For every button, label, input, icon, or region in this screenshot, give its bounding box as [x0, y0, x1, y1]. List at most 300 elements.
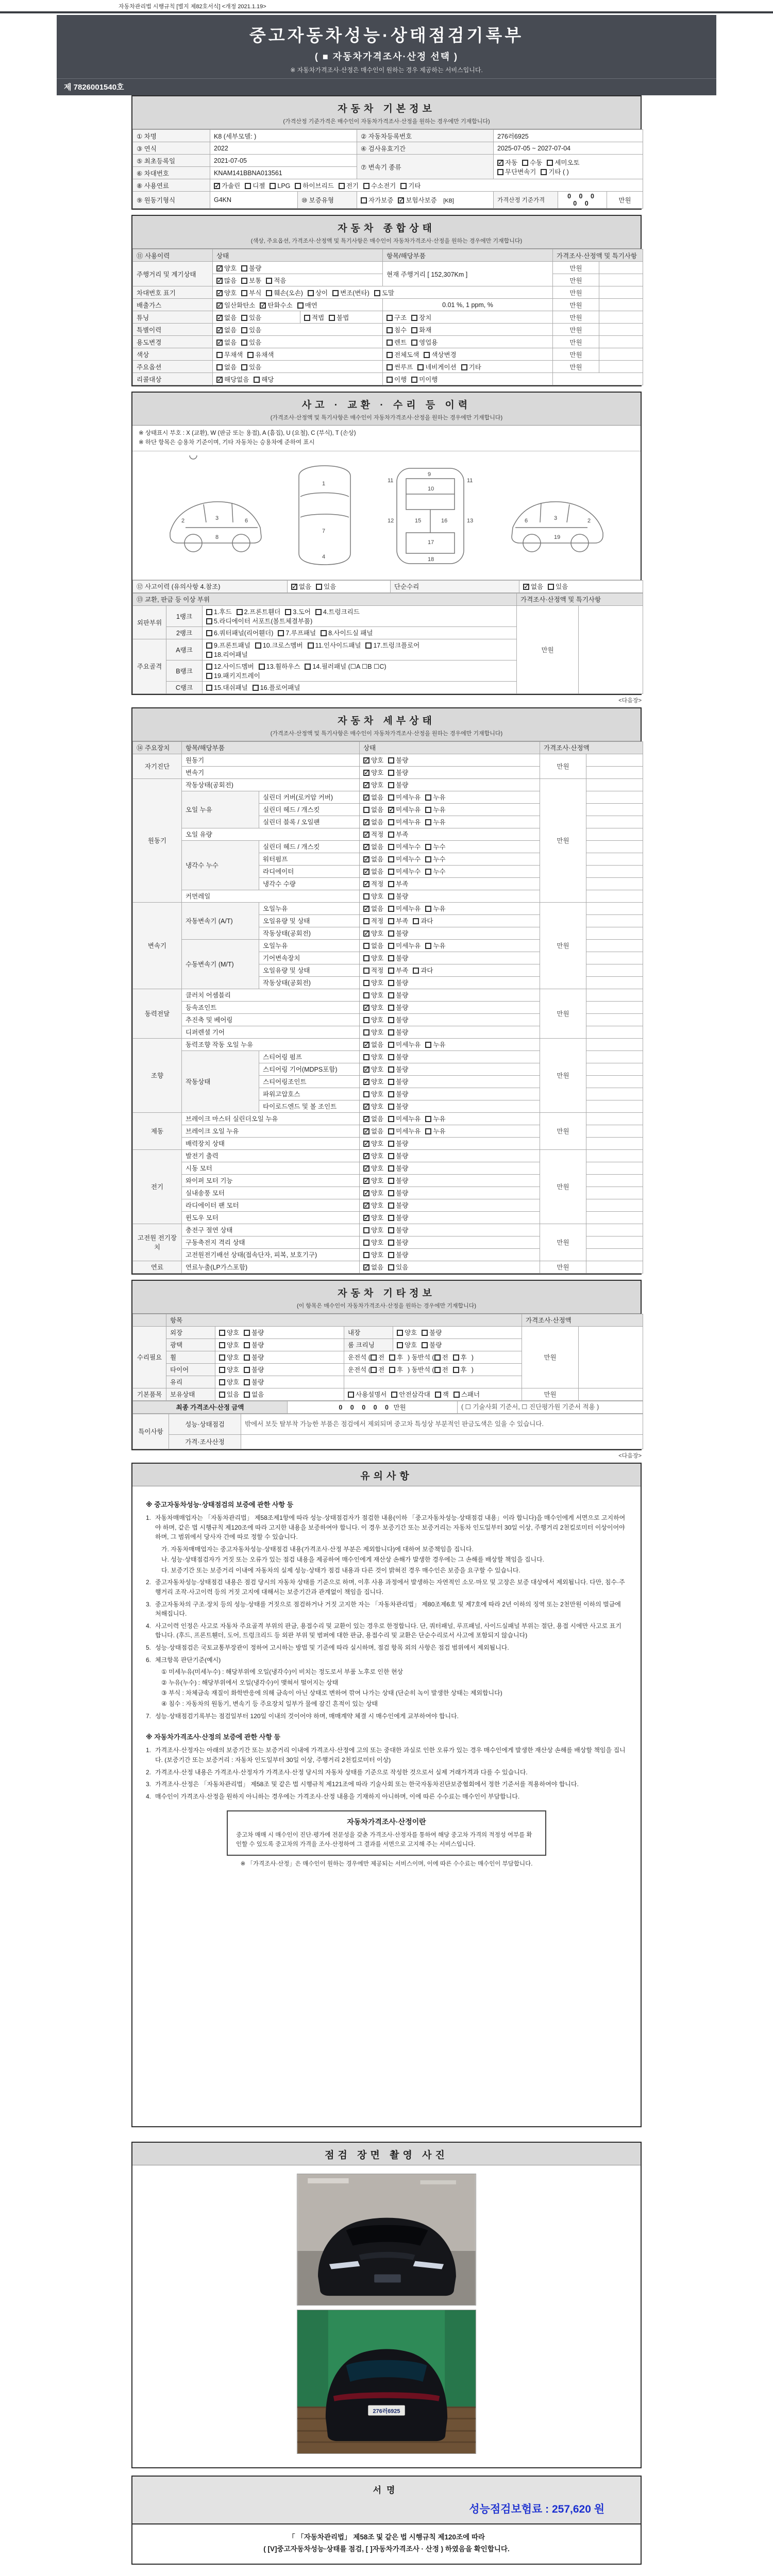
checkbox-option[interactable] — [388, 1213, 408, 1222]
checkbox[interactable] — [363, 1079, 369, 1085]
checkbox[interactable] — [363, 794, 369, 801]
checkbox[interactable] — [363, 1215, 369, 1221]
checkbox[interactable] — [388, 1202, 394, 1209]
checkbox-option[interactable] — [425, 1040, 445, 1049]
checkbox[interactable] — [461, 364, 467, 370]
checkbox[interactable] — [305, 664, 311, 670]
checkbox-option[interactable] — [435, 1389, 449, 1399]
checkbox-group[interactable] — [434, 1354, 472, 1361]
checkbox-group[interactable] — [206, 640, 513, 650]
checkbox-option[interactable] — [425, 817, 445, 826]
checkbox[interactable] — [388, 757, 394, 764]
checkbox[interactable] — [363, 968, 369, 974]
checkbox[interactable] — [388, 844, 394, 850]
checkbox-group[interactable] — [360, 1224, 540, 1236]
checkbox-option[interactable] — [241, 325, 261, 334]
checkbox-option[interactable] — [363, 891, 383, 901]
checkbox-option[interactable] — [388, 1163, 408, 1173]
checkbox-option[interactable] — [241, 362, 261, 371]
checkbox[interactable] — [253, 685, 259, 691]
checkbox-option[interactable] — [219, 1365, 239, 1374]
checkbox-group[interactable] — [213, 348, 383, 361]
checkbox[interactable] — [363, 955, 369, 961]
checkbox-option[interactable] — [363, 1114, 383, 1123]
checkbox[interactable] — [389, 1354, 395, 1361]
checkbox[interactable] — [363, 1128, 369, 1134]
checkbox[interactable] — [371, 1354, 377, 1361]
checkbox-option[interactable] — [363, 854, 383, 863]
checkbox-group[interactable] — [203, 626, 517, 639]
checkbox[interactable] — [216, 364, 223, 370]
checkbox-option[interactable] — [374, 288, 394, 297]
checkbox-option[interactable] — [297, 300, 317, 310]
checkbox-option[interactable] — [386, 325, 407, 334]
checkbox[interactable] — [363, 1240, 369, 1246]
checkbox[interactable] — [241, 315, 247, 321]
checkbox-option[interactable] — [361, 195, 393, 205]
checkbox[interactable] — [216, 290, 223, 296]
checkbox-option[interactable] — [371, 1352, 384, 1362]
checkbox-option[interactable] — [425, 904, 445, 913]
checkbox-option[interactable] — [541, 167, 568, 176]
checkbox[interactable] — [363, 1042, 369, 1048]
checkbox[interactable] — [425, 1042, 431, 1048]
checkbox-option[interactable] — [278, 628, 316, 637]
checkbox[interactable] — [266, 278, 272, 284]
checkbox[interactable] — [388, 930, 394, 937]
checkbox[interactable] — [363, 183, 369, 189]
checkbox[interactable] — [206, 685, 212, 691]
checkbox-group[interactable] — [206, 607, 513, 616]
checkbox[interactable] — [434, 1354, 441, 1361]
checkbox-group[interactable] — [383, 348, 553, 361]
checkbox[interactable] — [363, 881, 369, 887]
checkbox-group[interactable] — [360, 1149, 540, 1162]
checkbox[interactable] — [388, 1240, 394, 1246]
checkbox-group[interactable] — [213, 262, 383, 274]
checkbox[interactable] — [363, 1202, 369, 1209]
checkbox-group[interactable] — [215, 1376, 344, 1388]
checkbox[interactable] — [397, 1330, 403, 1336]
checkbox-option[interactable] — [206, 650, 248, 659]
checkbox[interactable] — [363, 869, 369, 875]
checkbox[interactable] — [453, 1392, 460, 1398]
checkbox[interactable] — [388, 1116, 394, 1122]
checkbox[interactable] — [363, 1264, 369, 1270]
checkbox[interactable] — [278, 630, 284, 636]
checkbox[interactable] — [206, 642, 212, 649]
checkbox[interactable] — [241, 290, 247, 296]
checkbox[interactable] — [363, 807, 369, 813]
checkbox-option[interactable] — [363, 1262, 383, 1272]
checkbox[interactable] — [389, 1367, 395, 1373]
checkbox[interactable] — [244, 1330, 250, 1336]
checkbox-group[interactable] — [360, 1162, 540, 1174]
checkbox-option[interactable] — [270, 182, 290, 190]
checkbox-option[interactable] — [363, 1101, 383, 1111]
checkbox[interactable] — [363, 1066, 369, 1073]
checkbox-group[interactable] — [213, 336, 383, 348]
checkbox-option[interactable] — [388, 1151, 408, 1160]
checkbox[interactable] — [304, 315, 310, 321]
checkbox[interactable] — [206, 652, 212, 658]
checkbox-option[interactable] — [363, 1188, 383, 1197]
checkbox[interactable] — [214, 183, 220, 189]
checkbox-option[interactable] — [547, 158, 579, 167]
checkbox-option[interactable] — [388, 1200, 408, 1210]
checkbox[interactable] — [374, 290, 380, 296]
checkbox-option[interactable] — [363, 1015, 383, 1024]
checkbox-option[interactable] — [363, 953, 383, 962]
checkbox-group[interactable] — [360, 1187, 540, 1199]
checkbox-option[interactable] — [413, 916, 433, 925]
checkbox[interactable] — [255, 642, 261, 649]
checkbox-option[interactable] — [321, 628, 373, 637]
checkbox-option[interactable] — [388, 1114, 421, 1123]
checkbox-option[interactable] — [219, 1389, 239, 1399]
checkbox[interactable] — [497, 160, 503, 166]
checkbox[interactable] — [316, 584, 322, 590]
checkbox[interactable] — [397, 1342, 403, 1348]
checkbox[interactable] — [363, 1054, 369, 1060]
checkbox-option[interactable] — [388, 1250, 408, 1259]
checkbox-group[interactable] — [360, 877, 540, 890]
checkbox[interactable] — [206, 618, 212, 624]
checkbox[interactable] — [388, 1252, 394, 1258]
checkbox-group[interactable] — [383, 311, 553, 324]
checkbox-option[interactable] — [388, 1003, 408, 1012]
checkbox[interactable] — [219, 1354, 225, 1361]
checkbox-group[interactable] — [361, 197, 442, 204]
checkbox[interactable] — [388, 1264, 394, 1270]
checkbox-group[interactable] — [360, 840, 540, 853]
checkbox-option[interactable] — [388, 1040, 421, 1049]
checkbox-option[interactable] — [259, 662, 300, 671]
checkbox-option[interactable] — [434, 1352, 448, 1362]
checkbox-option[interactable] — [388, 1052, 408, 1061]
checkbox-option[interactable] — [363, 181, 396, 190]
checkbox[interactable] — [260, 302, 266, 309]
checkbox-group[interactable] — [206, 616, 513, 625]
checkbox-option[interactable] — [363, 916, 383, 925]
checkbox[interactable] — [388, 770, 394, 776]
checkbox[interactable] — [206, 609, 212, 615]
checkbox[interactable] — [388, 1005, 394, 1011]
checkbox[interactable] — [411, 315, 417, 321]
checkbox[interactable] — [361, 197, 367, 204]
checkbox-option[interactable] — [388, 805, 421, 814]
checkbox[interactable] — [216, 265, 223, 272]
checkbox-group[interactable] — [497, 158, 639, 167]
checkbox[interactable] — [425, 906, 431, 912]
checkbox-option[interactable] — [363, 1250, 383, 1259]
checkbox-option[interactable] — [388, 941, 421, 950]
checkbox-option[interactable] — [411, 375, 438, 384]
checkbox-option[interactable] — [434, 1365, 448, 1374]
checkbox[interactable] — [237, 609, 243, 615]
checkbox-option[interactable] — [398, 195, 436, 205]
checkbox-group[interactable] — [360, 1112, 540, 1125]
checkbox[interactable] — [363, 1153, 369, 1159]
checkbox-option[interactable] — [388, 1262, 408, 1272]
checkbox-option[interactable] — [388, 965, 408, 975]
checkbox[interactable] — [270, 183, 276, 189]
checkbox-option[interactable] — [206, 607, 232, 616]
checkbox[interactable] — [388, 794, 394, 801]
checkbox-group[interactable] — [360, 816, 540, 828]
checkbox[interactable] — [363, 893, 369, 900]
checkbox[interactable] — [244, 1342, 250, 1348]
checkbox-option[interactable] — [266, 288, 303, 297]
checkbox[interactable] — [308, 642, 314, 649]
checkbox-option[interactable] — [241, 288, 261, 297]
checkbox-option[interactable] — [388, 768, 408, 777]
checkbox-option[interactable] — [400, 181, 421, 190]
checkbox-option[interactable] — [254, 375, 274, 384]
checkbox[interactable] — [388, 1153, 394, 1159]
checkbox-option[interactable] — [391, 1389, 430, 1399]
checkbox[interactable] — [244, 1379, 250, 1385]
checkbox-group[interactable] — [206, 650, 513, 659]
checkbox-group[interactable] — [383, 361, 553, 373]
checkbox[interactable] — [386, 315, 393, 321]
checkbox[interactable] — [388, 1190, 394, 1196]
checkbox-group[interactable] — [519, 580, 643, 592]
checkbox[interactable] — [285, 609, 291, 615]
checkbox[interactable] — [425, 1116, 431, 1122]
checkbox-option[interactable] — [386, 313, 407, 322]
checkbox-group[interactable] — [300, 311, 383, 324]
checkbox-option[interactable] — [422, 1340, 442, 1349]
checkbox-option[interactable] — [388, 867, 421, 876]
checkbox-option[interactable] — [425, 1114, 445, 1123]
checkbox-option[interactable] — [461, 362, 481, 371]
checkbox-option[interactable] — [237, 607, 281, 616]
checkbox-option[interactable] — [244, 1389, 264, 1399]
checkbox-option[interactable] — [241, 276, 261, 285]
checkbox-group[interactable] — [360, 1063, 540, 1075]
checkbox-option[interactable] — [548, 582, 568, 591]
checkbox-option[interactable] — [363, 817, 383, 826]
checkbox-option[interactable] — [363, 1225, 383, 1234]
checkbox-option[interactable] — [386, 362, 413, 371]
checkbox-option[interactable] — [206, 628, 273, 637]
checkbox-option[interactable] — [214, 181, 240, 190]
checkbox[interactable] — [216, 302, 223, 309]
checkbox-option[interactable] — [388, 916, 408, 925]
checkbox-option[interactable] — [216, 325, 237, 334]
checkbox-option[interactable] — [413, 965, 433, 975]
checkbox[interactable] — [206, 664, 212, 670]
checkbox-option[interactable] — [363, 792, 383, 802]
checkbox[interactable] — [363, 943, 369, 949]
checkbox[interactable] — [363, 1005, 369, 1011]
checkbox-option[interactable] — [371, 1365, 384, 1374]
checkbox-option[interactable] — [425, 805, 445, 814]
checkbox[interactable] — [386, 327, 393, 333]
checkbox[interactable] — [422, 1330, 428, 1336]
checkbox-option[interactable] — [363, 1003, 383, 1012]
checkbox[interactable] — [391, 1392, 397, 1398]
checkbox[interactable] — [417, 364, 424, 370]
checkbox-option[interactable] — [241, 263, 261, 273]
checkbox[interactable] — [363, 1091, 369, 1097]
checkbox[interactable] — [388, 782, 394, 788]
checkbox[interactable] — [453, 1367, 459, 1373]
checkbox-option[interactable] — [363, 1052, 383, 1061]
checkbox-group[interactable] — [383, 324, 553, 336]
checkbox-group[interactable] — [360, 1001, 540, 1013]
checkbox[interactable] — [388, 807, 394, 813]
checkbox-option[interactable] — [206, 662, 254, 671]
checkbox[interactable] — [321, 630, 327, 636]
checkbox[interactable] — [216, 352, 223, 358]
checkbox-option[interactable] — [388, 1101, 408, 1111]
checkbox[interactable] — [216, 278, 223, 284]
checkbox[interactable] — [245, 183, 251, 189]
checkbox[interactable] — [388, 1054, 394, 1060]
checkbox-option[interactable] — [388, 953, 408, 962]
checkbox-option[interactable] — [425, 941, 445, 950]
checkbox-group[interactable] — [371, 1354, 408, 1361]
checkbox-option[interactable] — [388, 928, 408, 938]
checkbox-group[interactable] — [383, 373, 553, 385]
checkbox[interactable] — [388, 1141, 394, 1147]
checkbox-group[interactable] — [360, 927, 540, 939]
checkbox[interactable] — [216, 315, 223, 321]
checkbox-group[interactable] — [360, 865, 540, 877]
checkbox-group[interactable] — [360, 1236, 540, 1248]
checkbox-group[interactable] — [371, 1366, 408, 1374]
checkbox[interactable] — [522, 160, 528, 166]
checkbox[interactable] — [425, 1128, 431, 1134]
checkbox[interactable] — [363, 832, 369, 838]
checkbox-option[interactable] — [266, 276, 286, 285]
checkbox-option[interactable] — [388, 1126, 421, 1136]
checkbox-option[interactable] — [363, 1163, 383, 1173]
checkbox[interactable] — [219, 1367, 225, 1373]
checkbox[interactable] — [332, 290, 339, 296]
checkbox-group[interactable] — [360, 964, 540, 976]
checkbox-option[interactable] — [305, 662, 386, 671]
checkbox[interactable] — [400, 183, 407, 189]
checkbox-option[interactable] — [216, 313, 237, 322]
checkbox-group[interactable] — [215, 1326, 344, 1338]
checkbox[interactable] — [413, 968, 419, 974]
checkbox-group[interactable] — [360, 1261, 540, 1273]
checkbox[interactable] — [363, 906, 369, 912]
checkbox-option[interactable] — [363, 805, 383, 814]
checkbox-option[interactable] — [388, 904, 421, 913]
checkbox-option[interactable] — [219, 1352, 239, 1362]
checkbox[interactable] — [523, 584, 529, 590]
checkbox[interactable] — [216, 377, 223, 383]
checkbox-option[interactable] — [388, 990, 408, 999]
checkbox-option[interactable] — [363, 1213, 383, 1222]
checkbox-option[interactable] — [365, 640, 419, 650]
checkbox[interactable] — [244, 1367, 250, 1373]
checkbox[interactable] — [363, 1165, 369, 1172]
checkbox-group[interactable] — [360, 1013, 540, 1026]
checkbox-option[interactable] — [244, 1352, 264, 1362]
checkbox-option[interactable] — [386, 375, 407, 384]
checkbox[interactable] — [388, 1227, 394, 1233]
checkbox[interactable] — [388, 906, 394, 912]
checkbox[interactable] — [219, 1342, 225, 1348]
checkbox[interactable] — [219, 1379, 225, 1385]
checkbox-group[interactable] — [393, 1338, 522, 1351]
checkbox-group[interactable] — [213, 299, 383, 311]
checkbox[interactable] — [339, 183, 345, 189]
checkbox-option[interactable] — [363, 904, 383, 913]
checkbox[interactable] — [216, 340, 223, 346]
checkbox[interactable] — [497, 169, 503, 175]
checkbox[interactable] — [386, 352, 393, 358]
checkbox-option[interactable] — [363, 867, 383, 876]
checkbox-option[interactable] — [363, 1077, 383, 1086]
checkbox[interactable] — [363, 1104, 369, 1110]
checkbox-option[interactable] — [422, 1328, 442, 1337]
checkbox[interactable] — [388, 856, 394, 862]
checkbox-group[interactable] — [360, 1211, 540, 1224]
checkbox-option[interactable] — [453, 1365, 467, 1374]
checkbox-option[interactable] — [411, 337, 438, 347]
checkbox[interactable] — [363, 1252, 369, 1258]
checkbox-option[interactable] — [363, 1200, 383, 1210]
checkbox-option[interactable] — [453, 1389, 480, 1399]
checkbox[interactable] — [425, 819, 431, 825]
checkbox-option[interactable] — [363, 829, 383, 839]
checkbox[interactable] — [388, 832, 394, 838]
checkbox-group[interactable] — [210, 179, 643, 192]
checkbox[interactable] — [363, 1017, 369, 1023]
checkbox[interactable] — [363, 918, 369, 924]
checkbox-option[interactable] — [329, 313, 349, 322]
checkbox-option[interactable] — [389, 1352, 403, 1362]
checkbox-option[interactable] — [523, 582, 543, 591]
checkbox-option[interactable] — [363, 1139, 383, 1148]
checkbox-group[interactable] — [360, 1125, 540, 1137]
checkbox[interactable] — [388, 881, 394, 887]
checkbox[interactable] — [413, 918, 419, 924]
checkbox[interactable] — [348, 1392, 354, 1398]
checkbox-group[interactable] — [360, 791, 540, 803]
checkbox-option[interactable] — [397, 1340, 417, 1349]
checkbox-group[interactable] — [360, 1026, 540, 1038]
checkbox-option[interactable] — [363, 928, 383, 938]
checkbox-group[interactable] — [360, 1199, 540, 1211]
checkbox-option[interactable] — [316, 582, 336, 591]
checkbox-option[interactable] — [388, 1064, 408, 1074]
checkbox-group[interactable] — [213, 286, 553, 299]
checkbox[interactable] — [329, 315, 335, 321]
checkbox[interactable] — [424, 352, 430, 358]
checkbox[interactable] — [425, 807, 431, 813]
checkbox-option[interactable] — [206, 671, 260, 680]
checkbox[interactable] — [388, 819, 394, 825]
checkbox-option[interactable] — [308, 640, 361, 650]
checkbox-group[interactable] — [393, 1326, 522, 1338]
checkbox-group[interactable] — [360, 766, 540, 778]
checkbox-option[interactable] — [388, 1238, 408, 1247]
checkbox-group[interactable] — [383, 336, 553, 348]
checkbox-option[interactable] — [216, 362, 237, 371]
checkbox[interactable] — [411, 377, 417, 383]
checkbox[interactable] — [297, 302, 304, 309]
checkbox-option[interactable] — [216, 288, 237, 297]
checkbox-option[interactable] — [245, 181, 265, 190]
checkbox-group[interactable] — [213, 373, 383, 385]
